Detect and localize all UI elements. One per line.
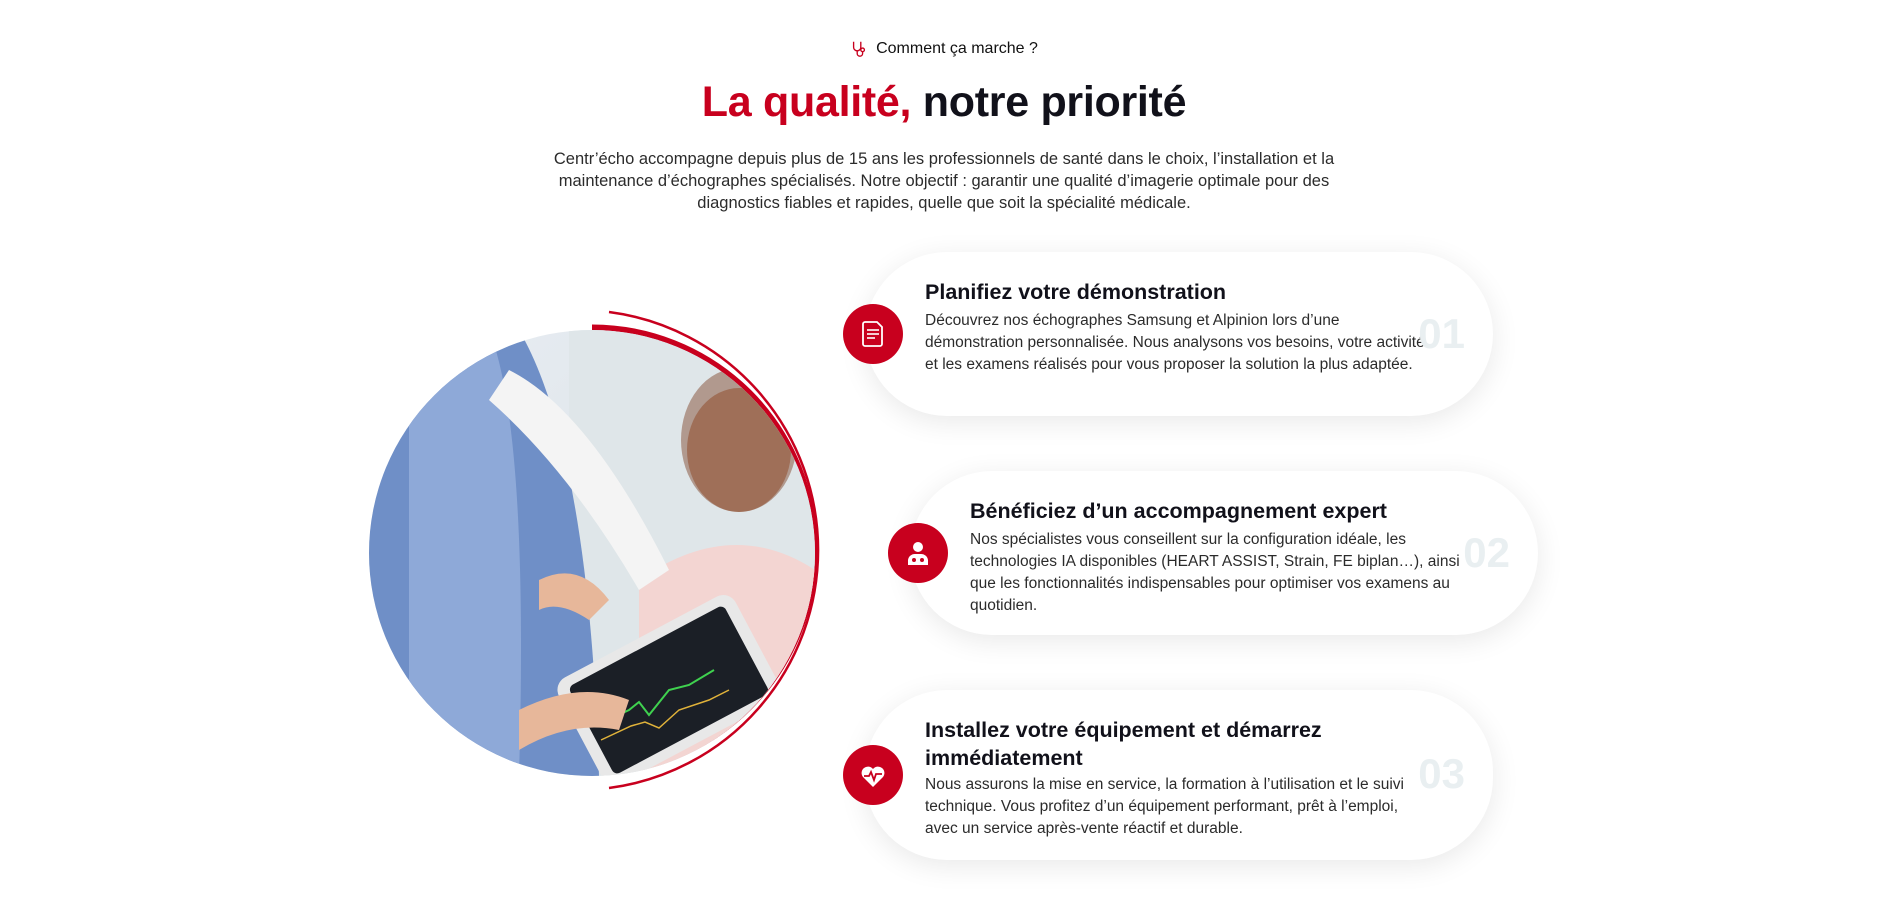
hero-image-frame — [366, 310, 846, 790]
step-3-number: 03 — [1418, 750, 1465, 797]
step-1-title: Planifiez votre démonstration — [925, 280, 1227, 304]
heart-pulse-icon — [858, 760, 888, 790]
section-eyebrow — [0, 40, 1888, 58]
intro-text: Centr’écho accompagne depuis plus de 15 ans les professionnels de santé dans le choix, l’installation et la maintenance d’échographes spécialisés. Notre objectif : garantir une qualité d’imagerie optimale pour des diagnostics fiables et rapides, quelle que soit la spécialité médicale. — [553, 150, 1335, 212]
document-icon — [858, 319, 888, 349]
step-card-2 — [910, 471, 1538, 635]
step-2-number: 02 — [1463, 529, 1510, 576]
step-3-title: Installez votre équipement et démarrez immédiatement — [925, 718, 1322, 770]
title-accent: La qualité, — [701, 78, 912, 126]
step-2-text: Nos spécialistes vous conseillent sur la configuration idéale, les technologies IA disponibles (HEART ASSIST, Strain, FE biplan…), ainsi que les fonctionnalités indispensables pour optimiser vos examens au quotidien. — [970, 531, 1460, 614]
step-1-number: 01 — [1418, 310, 1465, 357]
step-card-3 — [865, 690, 1493, 860]
step-3-text: Nous assurons la mise en service, la formation à l’utilisation et le suivi technique. Vous profitez d’un équipement performant, prêt à l’emploi, avec un service après-vente réactif et durable. — [925, 776, 1404, 837]
step-2-title: Bénéficiez d’un accompagnement expert — [970, 499, 1387, 523]
step-1-text: Découvrez nos échographes Samsung et Alpinion lors d’une démonstration personnalisée. Nous analysons vos besoins, votre activité et les examens réalisés pour vous proposer la solution la plus adaptée. — [925, 312, 1425, 373]
doctor-icon — [903, 538, 933, 568]
title-rest: notre priorité — [911, 78, 1187, 126]
step-card-1 — [865, 252, 1493, 416]
eyebrow-label: Comment ça marche ? — [876, 40, 1038, 57]
section-title — [0, 78, 1888, 127]
step-1-badge — [843, 304, 903, 364]
step-3-badge — [843, 745, 903, 805]
doctor-patient-image — [369, 330, 815, 776]
stethoscope-icon — [850, 40, 868, 58]
step-2-badge — [888, 523, 948, 583]
